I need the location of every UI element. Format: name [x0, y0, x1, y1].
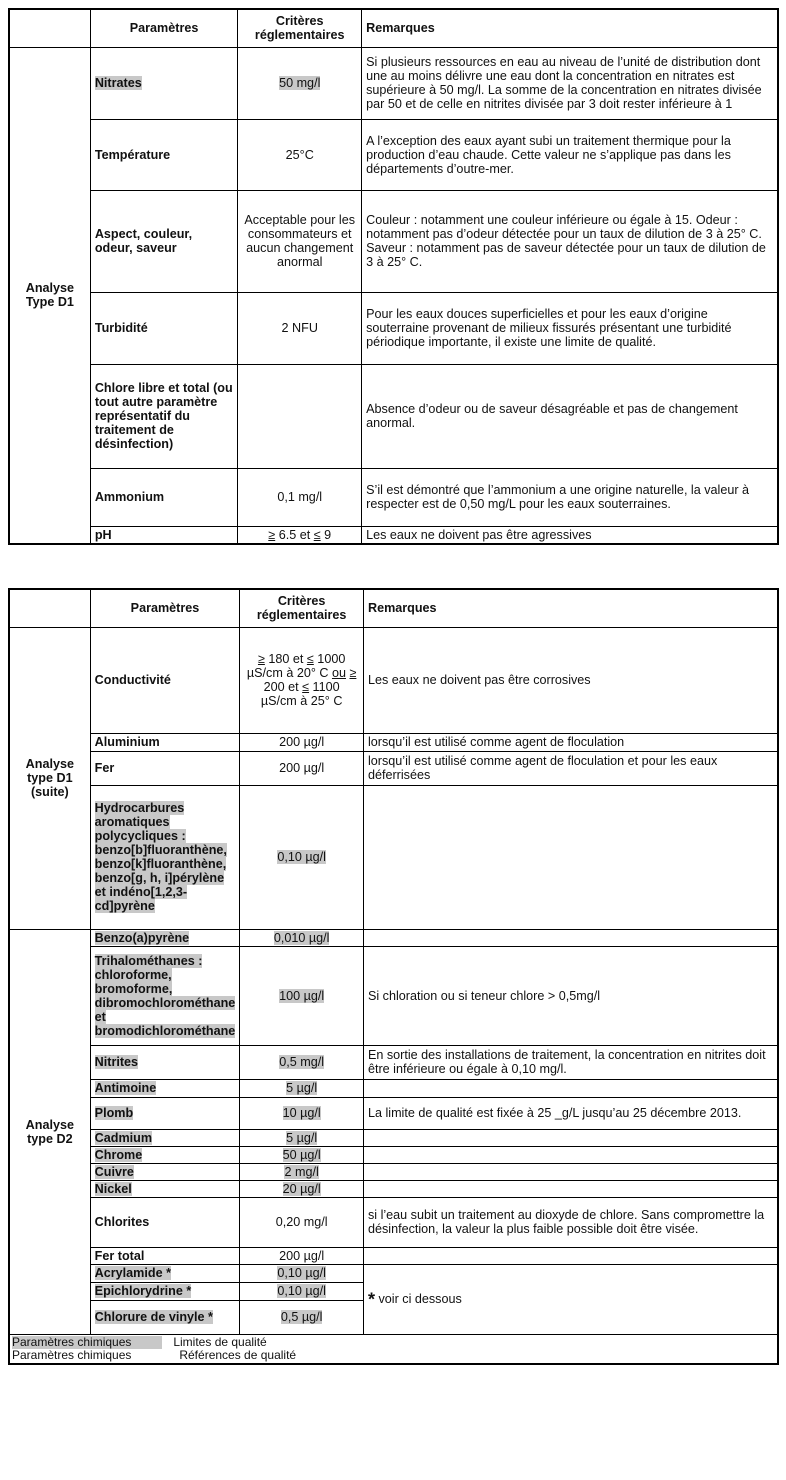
le-sign: ≤ — [302, 680, 310, 694]
param-name: Chrome — [94, 1147, 143, 1162]
criteria-value: 0,10 µg/l — [277, 1284, 326, 1298]
legend-limits-label: Limites de qualité — [173, 1334, 267, 1349]
remark-cell: si l’eau subit un traitement au dioxyde de chlore. Sans compromettre la désinfection, la valeur la plus faible possible doit être visée. — [363, 1197, 778, 1247]
param-cell — [90, 946, 240, 1045]
param-name: Nitrates — [94, 76, 142, 90]
table-row — [9, 733, 778, 751]
param-name: Nickel — [94, 1181, 132, 1196]
remark-cell: S’il est démontré que l’ammonium a une origine naturelle, la valeur à respecter est de 0,50 mg/L pour les eaux souterraines. — [362, 468, 778, 526]
header-criteria — [238, 9, 362, 47]
criteria-cell: Acceptable pour les consommateurs et aucun changement anormal — [238, 190, 362, 292]
table-row — [9, 1247, 778, 1264]
group-label-d2: Analyse type D2 — [9, 929, 90, 1334]
criteria-cell — [240, 946, 364, 1045]
param-cell — [90, 1045, 240, 1079]
le-sign: ≤ — [306, 652, 314, 666]
param-cell: Chlorites — [90, 1197, 240, 1247]
param-cell: Fer total — [90, 1247, 240, 1264]
legend-line-2 — [12, 1349, 775, 1362]
criteria-cell — [240, 1300, 364, 1334]
table-row — [9, 1129, 778, 1146]
criteria-cell — [238, 364, 362, 468]
param-cell — [90, 1163, 240, 1180]
header-criteria-line1: Critères — [275, 14, 324, 29]
table-row — [9, 1264, 778, 1282]
criteria-cell — [240, 1264, 364, 1282]
criteria-value: 100 µg/l — [279, 988, 325, 1003]
header-criteria-line1: Critères — [277, 594, 326, 609]
legend-row — [9, 1334, 778, 1364]
criteria-value: 10 µg/l — [282, 1106, 321, 1120]
table-row — [9, 364, 778, 468]
remark-cell-voir — [363, 1264, 778, 1334]
param-name: Hydrocarbures aromatiques polycycliques : benzo[b]fluoranthène, benzo[k]fluoranthène, benzo[g, h, i]pérylène et indéno[1,2,3-cd]pyrène — [94, 801, 227, 913]
legend-swatch-limits: Paramètres chimiques — [12, 1336, 162, 1349]
criteria-cell — [240, 1163, 364, 1180]
param-name: Antimoine — [94, 1081, 157, 1095]
criteria-cell — [240, 1129, 364, 1146]
or-word: ou — [331, 666, 346, 680]
param-cell — [90, 1079, 240, 1097]
remark-cell — [363, 1180, 778, 1197]
legend-swatch-references: Paramètres chimiques — [12, 1347, 132, 1362]
criteria-value: 50 µg/l — [282, 1147, 321, 1162]
header-remarks: Remarques — [362, 9, 778, 47]
criteria-cell — [240, 1079, 364, 1097]
remark-cell: Si plusieurs ressources en eau au niveau de l’unité de distribution dont une au moins délivre une eau dont la concentration en nitrates est supérieure à 50 mg/l. La somme de la concentration en nitrates divisée par 50 et de celle en nitrites divisée par 3 doit rester inférieure à 1 — [362, 47, 778, 119]
param-name: Cadmium — [94, 1130, 153, 1145]
table-row — [9, 292, 778, 364]
criteria-value: 0,5 mg/l — [279, 1055, 325, 1069]
param-cell — [90, 1146, 240, 1163]
param-cell — [90, 47, 238, 119]
remark-cell: La limite de qualité est fixée à 25 _g/L jusqu’au 25 décembre 2013. — [363, 1097, 778, 1129]
table-row — [9, 627, 778, 733]
criteria-cell: 0,20 mg/l — [240, 1197, 364, 1247]
criteria-cell: 25°C — [238, 119, 362, 190]
header-param: Paramètres — [90, 9, 238, 47]
param-name: Plomb — [94, 1106, 134, 1120]
group-label-d1: Analyse Type D1 — [9, 47, 90, 544]
ge-sign: ≥ — [268, 527, 276, 542]
table-row — [9, 1079, 778, 1097]
table-row — [9, 119, 778, 190]
criteria-part: 6.5 et — [275, 527, 314, 542]
criteria-value: 0,5 µg/l — [280, 1310, 323, 1324]
table-header-row — [9, 9, 778, 47]
criteria-cell — [240, 627, 364, 733]
remark-cell: En sortie des installations de traitement, la concentration en nitrites doit être inférieure ou égale à 0,10 mg/l. — [363, 1045, 778, 1079]
remark-cell: lorsqu’il est utilisé comme agent de floculation — [363, 733, 778, 751]
remark-cell: Les eaux ne doivent pas être corrosives — [363, 627, 778, 733]
group-label-d1-suite: Analyse type D1 (suite) — [9, 627, 90, 929]
remark-cell — [363, 929, 778, 946]
param-cell — [90, 1180, 240, 1197]
table-row — [9, 1180, 778, 1197]
table-row — [9, 785, 778, 929]
criteria-cell: 200 µg/l — [240, 733, 364, 751]
header-criteria-line2: réglementaires — [254, 28, 345, 43]
param-name: Nitrites — [94, 1055, 139, 1069]
table-row — [9, 526, 778, 544]
param-cell: Aluminium — [90, 733, 240, 751]
remark-cell: Couleur : notamment une couleur inférieure ou égale à 15. Odeur : notamment pas d’odeur détectée pour un taux de dilution de 3 à 25° C. Saveur : notamment pas de saveur détectée pour un taux de dilution de 3 à 25° C. — [362, 190, 778, 292]
ge-sign: ≥ — [349, 666, 357, 680]
criteria-value: 5 µg/l — [286, 1130, 318, 1145]
param-cell: Turbidité — [90, 292, 238, 364]
criteria-cell: 2 NFU — [238, 292, 362, 364]
remark-cell — [363, 1146, 778, 1163]
param-cell: pH — [90, 526, 238, 544]
param-cell: Chlore libre et total (ou tout autre paramètre représentatif du traitement de désinfection) — [90, 364, 238, 468]
table-row — [9, 929, 778, 946]
header-criteria — [240, 589, 364, 627]
table-row — [9, 1097, 778, 1129]
header-empty — [9, 589, 90, 627]
header-empty — [9, 9, 90, 47]
table-row — [9, 751, 778, 785]
criteria-cell — [240, 929, 364, 946]
param-cell — [90, 1282, 240, 1300]
header-criteria-line2: réglementaires — [256, 608, 347, 623]
criteria-cell — [240, 785, 364, 929]
param-cell — [90, 785, 240, 929]
param-name: Chlorure de vinyle * — [94, 1310, 213, 1324]
param-cell: Conductivité — [90, 627, 240, 733]
criteria-part: 180 et — [264, 652, 307, 666]
param-cell — [90, 1300, 240, 1334]
criteria-cell — [240, 1146, 364, 1163]
param-cell: Température — [90, 119, 238, 190]
param-cell: Fer — [90, 751, 240, 785]
criteria-cell — [240, 1097, 364, 1129]
criteria-value: 5 µg/l — [286, 1081, 318, 1095]
header-remarks: Remarques — [363, 589, 778, 627]
remark-cell — [363, 1079, 778, 1097]
criteria-value: 0,10 µg/l — [277, 850, 326, 864]
legend-references-label: Références de qualité — [179, 1347, 297, 1362]
remark-cell — [363, 1163, 778, 1180]
remark-cell: Les eaux ne doivent pas être agressives — [362, 526, 778, 544]
header-param: Paramètres — [90, 589, 240, 627]
le-sign: ≤ — [313, 527, 321, 542]
criteria-cell — [240, 1045, 364, 1079]
criteria-part: 1100 µS/cm à 25° C — [260, 680, 343, 708]
param-name: Benzo(a)pyrène — [94, 930, 190, 945]
criteria-value: 0,10 µg/l — [277, 1266, 326, 1280]
table-row — [9, 946, 778, 1045]
table-row — [9, 47, 778, 119]
table-analyse-d1-d2 — [8, 588, 779, 1365]
table-row — [9, 190, 778, 292]
asterisk-mark: * — [367, 1289, 375, 1310]
param-name: Cuivre — [94, 1164, 134, 1179]
ge-sign: ≥ — [257, 652, 265, 666]
table-row — [9, 1146, 778, 1163]
param-cell: Aspect, couleur, odeur, saveur — [90, 190, 238, 292]
criteria-cell — [238, 526, 362, 544]
remark-cell: A l’exception des eaux ayant subi un traitement thermique pour la production d’eau chaude. Cette valeur ne s’applique pas dans les départements d’outre-mer. — [362, 119, 778, 190]
remark-cell: Si chloration ou si teneur chlore > 0,5mg/l — [363, 946, 778, 1045]
remark-cell — [363, 1129, 778, 1146]
criteria-cell: 200 µg/l — [240, 751, 364, 785]
param-name: Trihalométhanes : chloroforme, bromoforme, dibromochlorométhane et bromodichlorométhane — [94, 953, 236, 1038]
param-cell: Ammonium — [90, 468, 238, 526]
criteria-value: 2 mg/l — [284, 1164, 319, 1179]
table-row — [9, 1163, 778, 1180]
criteria-cell — [240, 1282, 364, 1300]
criteria-cell: 200 µg/l — [240, 1247, 364, 1264]
table-row — [9, 1197, 778, 1247]
voir-ci-dessous: voir ci dessous — [378, 1291, 462, 1306]
param-name: Acrylamide * — [94, 1266, 171, 1280]
remark-cell: Pour les eaux douces superficielles et pour les eaux d’origine souterraine provenant de milieux fissurés présentant une turbidité périodique importante, il existe une limite de qualité. — [362, 292, 778, 364]
param-cell — [90, 929, 240, 946]
criteria-value: 20 µg/l — [282, 1181, 321, 1196]
table-analyse-d1 — [8, 8, 779, 545]
table-row — [9, 1045, 778, 1079]
remark-cell: lorsqu’il est utilisé comme agent de floculation et pour les eaux déferrisées — [363, 751, 778, 785]
param-cell — [90, 1129, 240, 1146]
legend-cell — [9, 1334, 778, 1364]
param-name: Epichlorydrine * — [94, 1284, 192, 1298]
criteria-part: 200 et — [263, 680, 303, 694]
param-cell — [90, 1097, 240, 1129]
criteria-cell — [240, 1180, 364, 1197]
param-cell — [90, 1264, 240, 1282]
criteria-cell — [238, 47, 362, 119]
remark-cell — [363, 1247, 778, 1264]
table-header-row — [9, 589, 778, 627]
criteria-value: 0,010 µg/l — [273, 930, 330, 945]
criteria-part: 9 — [320, 527, 332, 542]
remark-cell — [363, 785, 778, 929]
remark-cell: Absence d’odeur ou de saveur désagréable et pas de changement anormal. — [362, 364, 778, 468]
legend-line-1 — [12, 1336, 775, 1349]
criteria-cell: 0,1 mg/l — [238, 468, 362, 526]
table-row — [9, 468, 778, 526]
criteria-value: 50 mg/l — [279, 76, 321, 90]
criteria-part: 1000 µS/cm à 20° C — [246, 652, 346, 680]
